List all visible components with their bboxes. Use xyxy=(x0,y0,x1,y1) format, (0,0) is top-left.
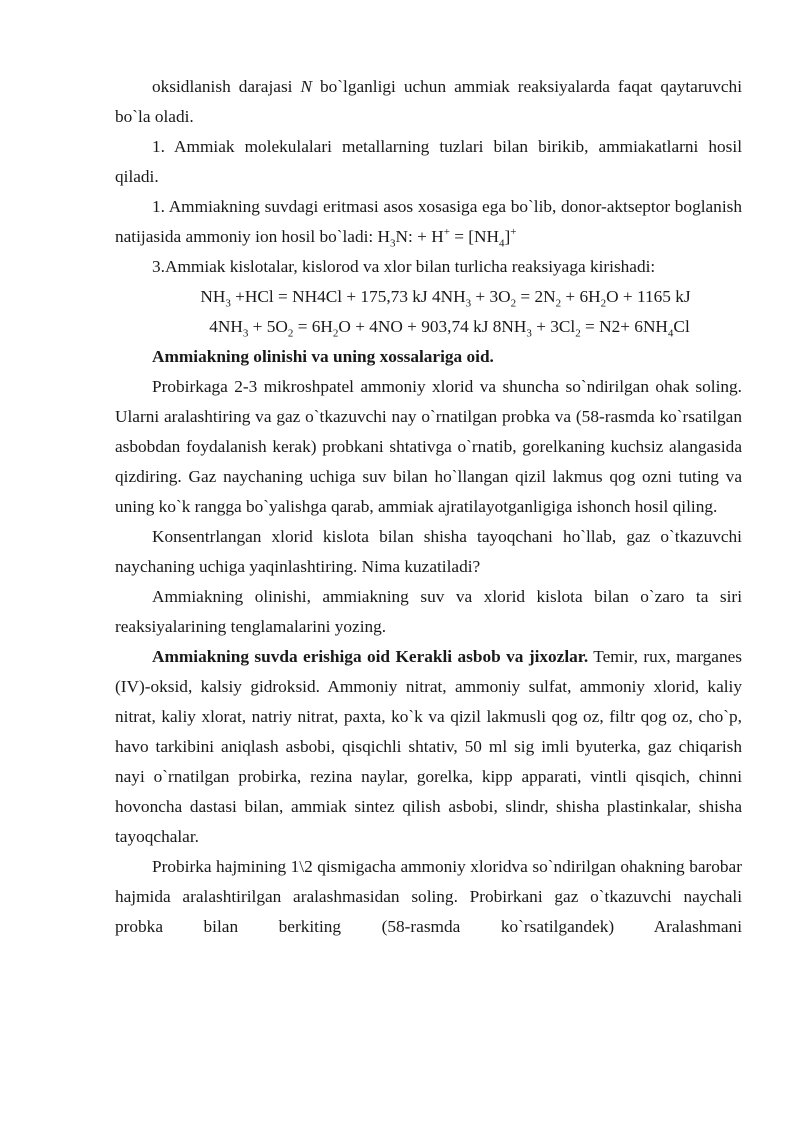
equation-line-2 xyxy=(115,312,742,342)
eq-run: + 3Cl xyxy=(531,317,576,336)
italic-n: N xyxy=(300,77,313,96)
equation-line-1 xyxy=(115,282,742,312)
section-heading-suvda-erishi: Ammiakning suvda erishiga oid Kerakli asbob va jixozlar. xyxy=(152,647,589,666)
subscript: 2 xyxy=(575,327,581,340)
text-run: bo`lganligi uchun ammiak reaksiyalarda faqat qaytaruvchi bo`la oladi. xyxy=(115,77,743,126)
text-run: = [NH xyxy=(449,227,500,246)
text-run: 1. Ammiakning suvdagi eritmasi asos xosasiga ega bo`lib, donor-aktseptor boglanish natijasida ammoniy ion hosil bo`ladi: H xyxy=(115,197,742,246)
eq-run: = 6H xyxy=(293,317,333,336)
paragraph-asbob-jixozlar xyxy=(115,642,742,852)
eq-run: + 5O xyxy=(248,317,288,336)
superscript: + xyxy=(510,226,517,239)
eq-run: + 3O xyxy=(471,287,511,306)
eq-run: O + 4NO + 903,74 kJ 8NH xyxy=(338,317,527,336)
paragraph-tenglamalar: Ammiakning olinishi, ammiakning suv va xlorid kislota bilan o`zaro ta siri reaksiyalarining tenglamalarini yozing. xyxy=(115,587,742,636)
subscript: 3 xyxy=(390,237,396,250)
text-run: ] xyxy=(504,227,511,246)
paragraph-probirkaga: Probirkaga 2-3 mikroshpatel ammoniy xlorid va shuncha so`ndirilgan ohak soling. Ularni aralashtiring va gaz o`tkazuvchi nay o`rnatilgan probka va (58-rasmda ko`rsatilgan asbobdan foydalanish kerak) probkani shtativga o`rnatib, gorelkaning kuchsiz alangasida qizdiring. Gaz naychaning uchiga suv bilan ho`llangan qizil lakmus qog ozni tuting va uning ko`k rangga bo`yalishga qarab, ammiak ajratilayotganligiga ishonch hosil qiling. xyxy=(115,377,742,516)
paragraph-ammoniy-ion xyxy=(115,192,742,252)
subscript: 4 xyxy=(667,327,674,340)
paragraph-oxidation xyxy=(115,72,742,132)
subscript: 2 xyxy=(600,297,607,310)
subscript: 2 xyxy=(510,297,517,310)
text-run: Temir, rux, marganes (IV)-oksid, kalsiy gidroksid. Ammoniy nitrat, ammoniy sulfat, ammoniy xlorid, kaliy nitrat, kaliy xlorat, natriy nitrat, paxta, ko`k va qizil lakmusli qog oz, filtr qog oz, cho`p, havo tarkibini aniqlash asbobi, qisqichli shtativ, 50 ml sig imli byuterka, gaz chiqarish nayi o`rnatilgan probirka, rezina naylar, gorelka, kipp apparati, vintli qisqich, chinni hovoncha dastasi bilan, ammiak sintez qilish asbobi, slindr, shisha plastinkalar, shisha tayoqchalar. xyxy=(115,647,742,846)
paragraph-probirka-hajmi: Probirka hajmining 1\2 qismigacha ammoniy xloridva so`ndirilgan ohakning barobar hajmida aralashtirilgan aralashmasidan soling. Probirkani gaz o`tkazuvchi naychali probka bilan berkiting (58-rasmda ko`rsatilgandek) Aralashmani xyxy=(115,857,742,936)
subscript: 4 xyxy=(499,237,505,250)
eq-run: 4NH xyxy=(209,317,243,336)
subscript: 3 xyxy=(225,297,231,310)
subscript: 2 xyxy=(555,297,562,310)
text-run: N: + H xyxy=(395,227,444,246)
paragraph-ammiakatlar: 1. Ammiak molekulalari metallarning tuzlari bilan birikib, ammiakatlarni hosil qiladi. xyxy=(115,137,742,186)
text-run: oksidlanish darajasi xyxy=(152,77,301,96)
subscript: 3 xyxy=(465,297,472,310)
paragraph-konsentrlangan: Konsentrlangan xlorid kislota bilan shisha tayoqchani ho`llab, gaz o`tkazuvchi naychaning uchiga yaqinlashtiring. Nima kuzatiladi? xyxy=(115,527,742,576)
paragraph-reactions-intro: 3.Ammiak kislotalar, kislorod va xlor bilan turlicha reaksiyaga kirishadi: xyxy=(152,257,656,276)
subscript: 2 xyxy=(332,327,339,340)
superscript: + xyxy=(443,226,450,239)
eq-run: +HCl = NH4Cl + 175,73 kJ 4NH xyxy=(230,287,466,306)
subscript: 2 xyxy=(287,327,294,340)
eq-run: = 2N xyxy=(516,287,556,306)
subscript: 3 xyxy=(242,327,249,340)
eq-run: NH xyxy=(200,287,226,306)
subscript: 3 xyxy=(526,327,532,340)
eq-run: Cl xyxy=(673,317,690,336)
eq-run: + 6H xyxy=(561,287,601,306)
section-heading-olinishi: Ammiakning olinishi va uning xossalariga oid. xyxy=(152,347,494,366)
eq-run: O + 1165 kJ xyxy=(606,287,691,306)
eq-run: = N2+ 6NH xyxy=(580,317,668,336)
